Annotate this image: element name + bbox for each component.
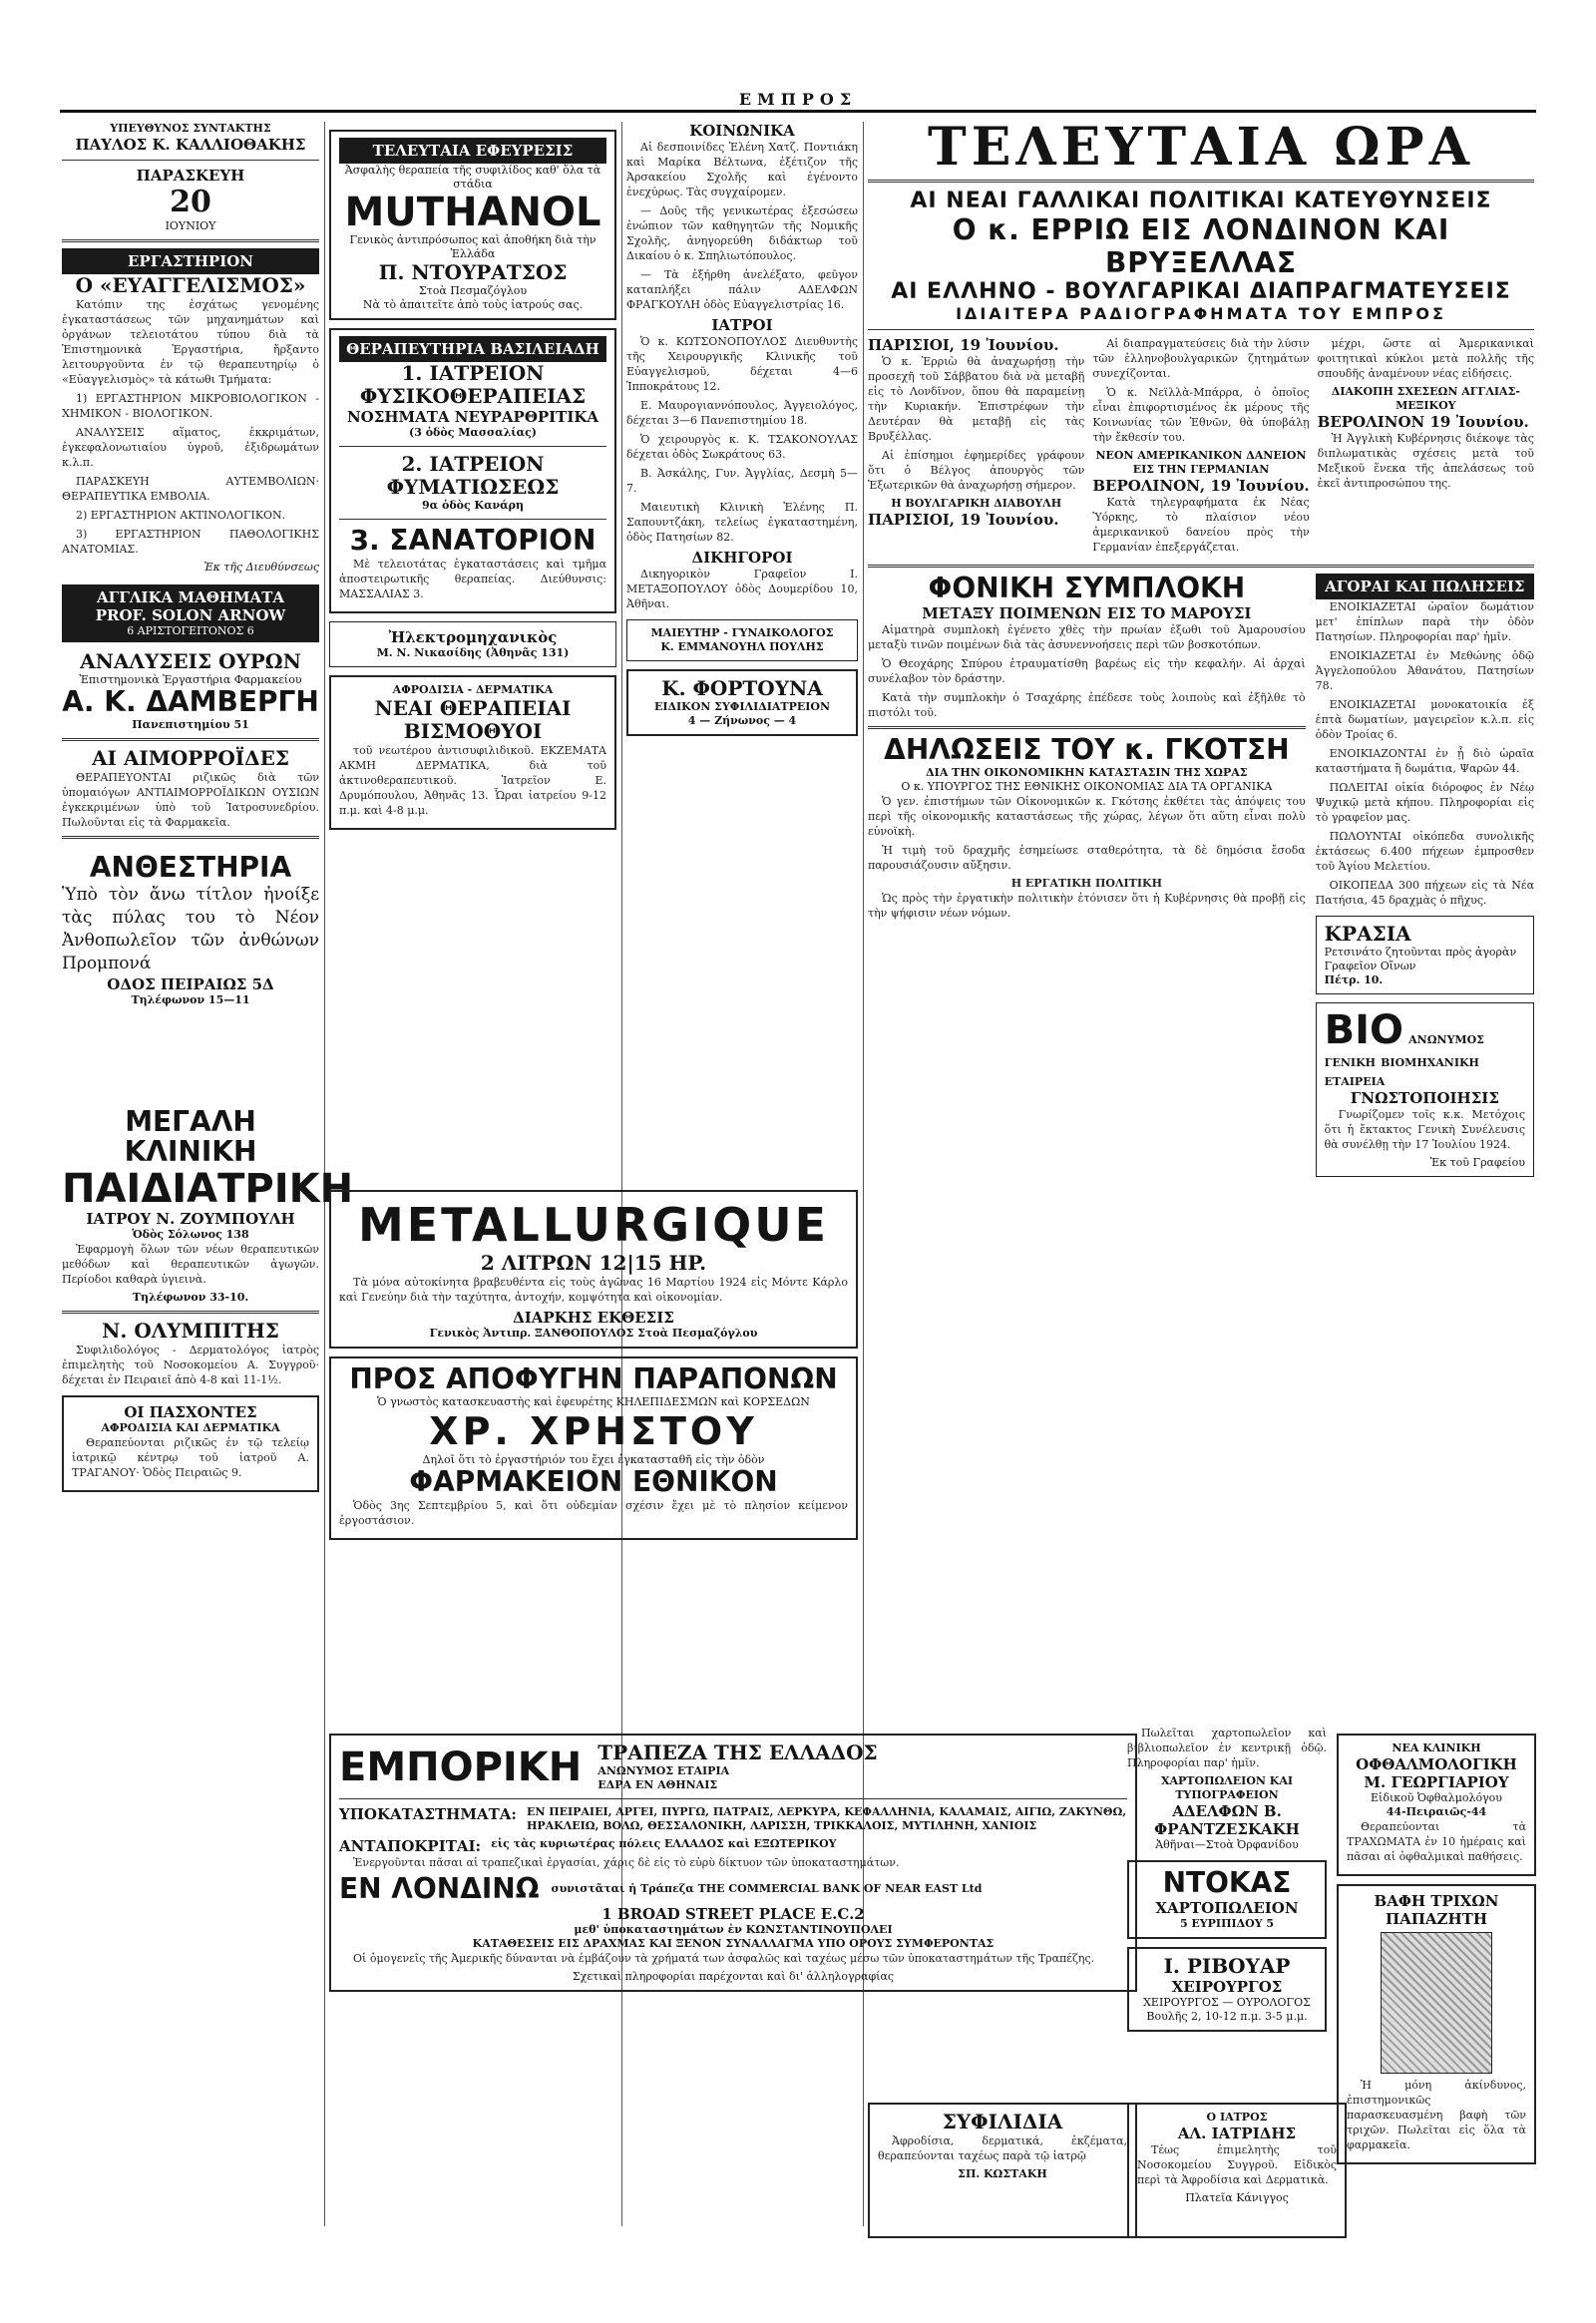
ntokas-ad bbox=[1127, 1860, 1327, 1939]
bio-ad bbox=[1316, 1002, 1534, 1177]
fight-sub: ΜΕΤΑΞΥ ΠΟΙΜΕΝΩΝ ΕΙΣ ΤΟ ΜΑΡΟΥΣΙ bbox=[922, 603, 1252, 622]
ads-sub: Ἀσφαλὴς θεραπεία τῆς συφιλίδος καθ' ὅλα τὰ στάδια bbox=[344, 164, 601, 191]
therapy-item: ΝΟΣΗΜΑΤΑ ΝΕΥΡΑΡΘΡΙΤΙΚΑ bbox=[346, 408, 599, 426]
obgyn-name: Κ. ΕΜΜΑΝΟΥΗΛ ΠΟΥΛΗΣ bbox=[660, 640, 824, 653]
branches-label: ΥΠΟΚΑΤΑΣΤΗΜΑΤΑ: bbox=[339, 1805, 517, 1823]
emporiki-sub3: ΕΔΡΑ ΕΝ ΑΘΗΝΑΙΣ bbox=[598, 1778, 718, 1791]
lab-item: 2) ΕΡΓΑΣΤΗΡΙΟΝ ΑΚΤΙΝΟΛΟΓΙΚΟΝ. bbox=[76, 509, 286, 522]
english-lessons-title: ΑΓΓΛΙΚΑ ΜΑΘΗΜΑΤΑ bbox=[96, 588, 284, 606]
woman-portrait-illustration bbox=[1381, 1932, 1492, 2074]
doctors-list bbox=[626, 334, 858, 545]
london-addr: 1 BROAD STREET PLACE E.C.2 bbox=[601, 1904, 865, 1923]
doctors-title: ΙΑΤΡΟΙ bbox=[711, 316, 773, 334]
market-item: ΠΩΛΕΙΤΑΙ οἰκία διόροφος ἐν Νέῳ Ψυχικῷ μετὰ κήπου. Πληροφορίαι εἰς τὸ γραφεῖον μας. bbox=[1315, 781, 1534, 824]
therapy-ad bbox=[329, 328, 616, 613]
lab-item: ΠΑΡΑΣΚΕΥΗ ΑΥΤΕΜΒΟΛΙΩΝ· ΘΕΡΑΠΕΥΤΙΚΑ ΕΜΒΟΛΙΑ. bbox=[62, 475, 319, 503]
dye-name: ΠΑΠΑΖΗΤΗ bbox=[1385, 1910, 1488, 1928]
christou: ΧΡ. ΧΡΗΣΤΟΥ bbox=[429, 1408, 758, 1453]
lab-name: Ο «ΕΥΑΓΓΕΛΙΣΜΟΣ» bbox=[75, 273, 306, 297]
iatros-name: ΑΛ. ΙΑΤΡΙΔΗΣ bbox=[1177, 2125, 1297, 2142]
sub3: ΑΙ ΕΛΛΗΝΟ - ΒΟΥΛΓΑΡΙΚΑΙ ΔΙΑΠΡΑΓΜΑΤΕΥΣΕΙΣ bbox=[891, 279, 1511, 304]
fight-text: Αἱματηρὰ συμπλοκὴ ἐγένετο χθὲς τὴν πρωίαν ἐξωθι τοῦ Ἀμαρουσίου μεταξὺ τινῶν ποιμένων διὰ τὰς ἀσυνεννοήσεις περὶ τῶν βοσκοτόπων. Ὁ Θεοχάρης Σπύρου ἐτραυματίσθη βαρέως εἰς τὴν κεφαλήν. Αἱ ἀρχαὶ συνέλαβον τὸν δράστην. Κατὰ τὴν συμπλοκὴν ὁ Τσαχάρης ἐπέδεσε τοὺς λοιποὺς καὶ ἐξῆλθε τὸ πιστόλι τοῦ. bbox=[868, 622, 1306, 719]
therapy-text: Μὲ τελειοτάτας ἐγκαταστάσεις καὶ τμῆμα ἀποστειρωτικῆς θεραπείας. Διεύθυνσις: ΜΑΣΣΑΛΙΑΣ 3. bbox=[339, 557, 606, 600]
urine-name: Α. Κ. ΔΑΜΒΕΡΓΗ bbox=[62, 685, 319, 718]
market-item: ΕΝΟΙΚΙΑΖΕΤΑΙ ἐν Μεθώνης ὁδῷ Ἀγγελοπούλου Ἀθανάτου, Πατησίων 78. bbox=[1315, 649, 1534, 692]
ntokas-sub: ΧΑΡΤΟΠΩΛΕΙΟΝ bbox=[1155, 1898, 1299, 1917]
eye-addr: 44-Πειραιῶς-44 bbox=[1386, 1805, 1487, 1818]
pharmacy: ΦΑΡΜΑΚΕΙΟΝ ΕΘΝΙΚΟΝ bbox=[409, 1464, 778, 1498]
urine-sub: Ἐπιστημονικὰ Ἐργαστήρια Φαρμακείου bbox=[79, 673, 302, 686]
hair-dye-ad bbox=[1337, 1884, 1536, 2164]
amer-head: ΝΕΟΝ ΑΜΕΡΙΚΑΝΙΚΟΝ ΔΑΝΕΙΟΝ ΕΙΣ ΤΗΝ ΓΕΡΜΑΝΙΑΝ bbox=[1095, 449, 1307, 476]
dispatch1b: Αἱ ἐπίσημοι ἐφημερίδες γράφουν ὅτι ὁ Βέλγος ἀπουργὸς τῶν Ἐξωτερικῶν θὰ ἀναχωρήσῃ σήμερον. bbox=[868, 449, 1085, 492]
market-item: ΟΙΚΟΠΕΔΑ 300 πήχεων εἰς τὰ Νέα Πατήσια, 45 δραχμὰς ὁ πῆχυς. bbox=[1315, 879, 1534, 907]
dye-text: Ἡ μόνη ἀκίνδυνος, ἐπιστημονικῶς παρασκευασμένη βαφὴ τῶν τριχῶν. Πωλεῖται εἰς ὅλα τὰ φαρμακεῖα. bbox=[1347, 2079, 1526, 2151]
muthanol-agent: Π. ΝΤΟΥΡΑΤΣΟΣ bbox=[378, 260, 568, 284]
masthead-rule bbox=[60, 110, 1536, 113]
muthanol-addr: Στοὰ Πεσμαζόγλου bbox=[418, 284, 528, 297]
sub2: Ο κ. ΕΡΡΙΩ ΕΙΣ ΛΟΝΔΙΝΟΝ ΚΑΙ ΒΡΥΞΕΛΛΑΣ bbox=[952, 213, 1450, 279]
metal-sub: 2 ΛΙΤΡΩΝ 12|15 HP. bbox=[480, 1251, 707, 1275]
paris2: ΠΑΡΙΣΙΟΙ, 19 Ἰουνίου. bbox=[868, 511, 1059, 529]
electric-title: Ἠλεκτρομηχανικὸς bbox=[388, 627, 558, 646]
director-label: ΥΠΕΥΘΥΝΟΣ ΣΥΝΤΑΚΤΗΣ bbox=[110, 122, 271, 135]
metal-agent: Γενικὸς Ἀντιπρ. ΞΑΝΘΟΠΟΥΛΟΣ Στοὰ Πεσμαζόγλου bbox=[429, 1327, 758, 1340]
prev-text: Ὁ γνωστὸς κατασκευαστὴς καὶ ἐφευρέτης ΚΗΛΕΠΙΔΕΣΜΩΝ καὶ ΚΟΡΣΕΔΩΝ bbox=[377, 1394, 810, 1408]
emporiki-sub1: ΤΡΑΠΕΖΑ ΤΗΣ ΕΛΛΑΔΟΣ bbox=[598, 1741, 878, 1764]
dye-title: ΒΑΦΗ ΤΡΙΧΩΝ bbox=[1374, 1892, 1499, 1910]
market-item: ΠΩΛΟΥΝΤΑΙ οἰκόπεδα συνολικῆς ἐκτάσεως 6.400 πήχεων ἐμπροσθεν τοῦ Ἁγίου Μελετίου. bbox=[1315, 830, 1534, 873]
lab-items bbox=[62, 391, 319, 557]
fortuna-addr: 4 — Ζήνωνος — 4 bbox=[687, 714, 797, 727]
eye-head: ΝΕΑ ΚΛΙΝΙΚΗ bbox=[1392, 1742, 1481, 1754]
surgeon-name: Ι. ΡΙΒΟΥΑΡ bbox=[1163, 1953, 1291, 1978]
director-name: ΠΑΥΛΟΣ Κ. ΚΑΛΛΙΟΘΑΚΗΣ bbox=[75, 136, 306, 154]
emporiki-sub2: ΑΝΩΝΥΜΟΣ ΕΤΑΙΡΙΑ bbox=[598, 1764, 730, 1777]
doctor-entry: Μαιευτικὴ Κλινικὴ Ἑλένης Π. Σαπουντζάκη, τελείως ἐγκαταστημένη, ὁδὸς Πατησίων 82. bbox=[626, 501, 858, 544]
obgyn: ΜΑΙΕΥΤΗΡ - ΓΥΝΑΙΚΟΛΟΓΟΣ bbox=[650, 626, 834, 639]
labor-head: Η ΕΡΓΑΤΙΚΗ ΠΟΛΙΤΙΚΗ bbox=[1010, 876, 1162, 890]
sufferers-text: Θεραπεύονται ριζικῶς ἐν τῷ τελείῳ ἰατρικῷ κέντρῳ τοῦ ἰατροῦ Α. ΤΡΑΓΑΝΟΥ· Ὁδὸς Πειραιῶς 9. bbox=[72, 1436, 309, 1480]
aphro-head: ΑΦΡΟΔΙΣΙΑ - ΔΕΡΜΑΤΙΚΑ bbox=[392, 682, 554, 696]
pharmacy-text: Ὁδὸς 3ης Σεπτεμβρίου 5, καὶ ὅτι οὐδεμίαν σχέσιν ἔχει μὲ τὸ πλησίον κείμενον ἐργοστάσιον. bbox=[339, 1498, 848, 1527]
aphro-ad bbox=[329, 675, 616, 830]
berlin1: ΒΕΡΟΛΙΝΟΝ, 19 Ἰουνίου. bbox=[1092, 477, 1310, 495]
dispatch1-head: ΠΑΡΙΣΙΟΙ, 19 Ἰουνίου. bbox=[868, 336, 1059, 354]
emporiki-text: Ἐνεργοῦνται πᾶσαι αἱ τραπεζικαὶ ἐργασίαι, χάρις δὲ εἰς τὸ εὐρὺ δίκτυον τῶν ὑποκαταστημάτων. bbox=[353, 1856, 900, 1869]
anth-text: Ὑπὸ τὸν ἄνω τίτλον ἠνοίξε τὰς πύλας του τὸ Νέον Ἀνθοπωλεῖον τῶν ἀνθώνων Προμπονά bbox=[62, 884, 319, 973]
paper-notice: Πωλεῖται χαρτοπωλεῖον καὶ βιβλιοπωλεῖον ἐν κεντρικῇ ὁδῷ. Πληροφορίαι παρ' ἡμῖν. bbox=[1127, 1727, 1327, 1769]
urine-addr: Πανεπιστημίου 51 bbox=[132, 717, 249, 731]
syph-text: Ἀφροδίσια, δερματικά, ἐκζέματα, θεραπεύονται ταχέως παρὰ τῷ ἰατρῷ bbox=[878, 2134, 1127, 2162]
metal: METALLURGIQUE bbox=[357, 1198, 830, 1252]
syph-title: ΣΥΦΙΛΙΔΙΑ bbox=[942, 2110, 1063, 2133]
anth-phone: Τηλέφωνον 15—11 bbox=[131, 992, 250, 1006]
electric-ad bbox=[329, 621, 616, 667]
olymp-title: Ν. ΟΛΥΜΠΙΤΗΣ bbox=[102, 1319, 279, 1344]
syph-name: ΣΠ. ΚΩΣΤΑΚΗ bbox=[958, 2167, 1047, 2180]
dispatch-col-3 bbox=[1318, 336, 1534, 559]
therapy-item: 1. ΙΑΤΡΕΙΟΝ ΦΥΣΙΚΟΘΕΡΑΠΕΙΑΣ bbox=[359, 361, 587, 408]
doctor-entry: Ὁ χειρουργὸς κ. Κ. ΤΣΑΚΟΝΟΥΛΑΣ δέχεται ὁδὸς Σωκράτους 63. bbox=[626, 433, 858, 461]
krasia: ΚΡΑΣΙΑ bbox=[1324, 922, 1411, 946]
deposits-text: Οἱ ὁμογενεῖς τῆς Ἀμερικῆς δύνανται νὰ ἐμβάζουν τὰ χρήματά των ἀσφαλῶς καὶ ταχέως μέσω τῶν ὑποκαταστημάτων τῆς Τραπέζης. bbox=[353, 1951, 1095, 1965]
iatros-text: Τέως ἐπιμελητὴς τοῦ Νοσοκομείου Συγγροῦ. Εἰδικὸς περὶ τὰ Ἀφροδίσια καὶ Δερματικὰ. bbox=[1137, 2143, 1337, 2186]
social-title: ΚΟΙΝΩΝΙΚΑ bbox=[689, 122, 795, 140]
print-addr: Ἀθῆναι—Στοὰ Ὀρφανίδου bbox=[1155, 1838, 1299, 1851]
sufferers-title: ΟΙ ΠΑΣΧΟΝΤΕΣ bbox=[124, 1403, 257, 1422]
london-text: συνιστᾶται ἡ Τράπεζα THE COMMERCIAL BANK OF NEAR EAST Ltd bbox=[551, 1882, 983, 1896]
lab-text: Κατόπιν της ἐσχάτως γενομένης ἐγκαταστάσεως τῶν μηχανημάτων καὶ ὀργάνων τελειοτάτου τύπου διὰ τὰ Ἐπιστημονικὰ Ἐργαστήρια, ἤρξαντο λειτουργοῦντα ἐν τῷ θεραπευτηρίῳ ὁ «Εὐαγγελισμὸς» τὰ κάτωθι Τμήματα: bbox=[62, 298, 319, 386]
metallurgique-ad bbox=[329, 1190, 858, 1349]
ads-title: ΤΕΛΕΥΤΑΙΑ ΕΦΕΥΡΕΣΙΣ bbox=[339, 138, 606, 164]
lab-item: ΑΝΑΛΥΣΕΙΣ αἵματος, ἐκκριμάτων, ἐγκεφαλονωτιαίου ὑγροῦ, ἐξιδρωμάτων κ.λ.π. bbox=[62, 426, 319, 469]
sub4: ΙΔΙΑΙΤΕΡΑ ΡΑΔΙΟΓΡΑΦΗΜΑΤΑ ΤΟΥ ΕΜΠΡΟΣ bbox=[956, 304, 1446, 323]
doctor-entry: Ὁ κ. ΚΩΤΣΟΝΟΠΟΥΛΟΣ Διευθυντὴς τῆς Χειρουργικῆς Κλινικῆς τοῦ Εὐαγγελισμοῦ, δέχεται 4—6 Ἱπποκράτους 12. bbox=[626, 335, 858, 393]
fortuna-sub: ΕΙΔΙΚΟΝ ΣΥΦΙΛΙΔΙΑΤΡΕΙΟΝ bbox=[653, 700, 831, 713]
fight-title: ΦΟΝΙΚΗ ΣΥΜΠΛΟΚΗ bbox=[928, 572, 1246, 604]
therapy-item: 9α ὁδὸς Κανάρη bbox=[422, 499, 524, 512]
market-item: ΕΝΟΙΚΙΑΖΕΤΑΙ μονοκατοικία ἐξ ἐπτὰ δωματίων, μαγειρεῖον κ.λ.π. εἰς ὁδὸν Τροίας 6. bbox=[1315, 698, 1534, 741]
lawyers-title: ΔΙΚΗΓΟΡΟΙ bbox=[691, 549, 793, 567]
clinic-phone: Τηλέφωνον 33-10. bbox=[132, 1291, 249, 1305]
krasia-addr: Πέτρ. 10. bbox=[1324, 973, 1384, 986]
muthanol-note: Νὰ τὸ ἀπαιτεῖτε ἀπὸ τοὺς ἰατρούς σας. bbox=[362, 298, 584, 311]
column-1 bbox=[62, 122, 354, 2226]
aphro-sub: ΝΕΑΙ ΘΕΡΑΠΕΙΑΙ bbox=[374, 695, 572, 720]
bio-notice: ΓΝΩΣΤΟΠΟΙΗΣΙΣ bbox=[1350, 1089, 1499, 1107]
dispatch5: Ἡ Ἀγγλικὴ Κυβέρνησις διέκοψε τὰς διπλωματικὰς σχέσεις μετὰ τοῦ Μεξικοῦ ἕνεκα τῆς ἀπελάσεως τοῦ ἐκεῖ ἀντιπροσώπου της. bbox=[1317, 432, 1534, 490]
doctor-entry: Ε. Μαυρογιαννόπουλος, Ἀγγειολόγος, δέχεται 3—6 Πανεπιστημίου 18. bbox=[626, 399, 858, 427]
electric-name: Μ. Ν. Νικασίδης (Ἀθηνᾶς 131) bbox=[376, 645, 570, 659]
branches: ΕΝ ΠΕΙΡΑΙΕΙ, ΑΡΓΕΙ, ΠΥΡΓΩ, ΠΑΤΡΑΙΣ, ΛΕΡΚΥΡΑ, ΚΕΦΑΛΛΗΝΙΑ, ΚΑΛΑΜΑΙΣ, ΑΙΓΙΩ, ΖΑΚΥΝΘΩ, ΗΡΑΚΛΕΙΩ, ΒΟΛΩ, ΘΕΣΣΑΛΟΝΙΚΗ, ΛΑΡΙΣΣΗ, ΤΡΙΚΚΑΛΟΙΣ, ΜΥΤΙΛΗΝΗ, ΧΑΝΙΟΙΣ bbox=[526, 1805, 1127, 1832]
dispatch-columns bbox=[868, 336, 1534, 559]
gkotsis-title: ΔΗΛΩΣΕΙΣ ΤΟΥ κ. ΓΚΟΤΣΗ bbox=[884, 732, 1290, 766]
month: ΙΟΥΝΙΟΥ bbox=[165, 219, 216, 232]
sufferers-sub: ΑΦΡΟΔΙΣΙΑ ΚΑΙ ΔΕΡΜΑΤΙΚΑ bbox=[101, 1421, 280, 1435]
eye-title: ΟΦΘΑΛΜΟΛΟΓΙΚΗ bbox=[1356, 1755, 1517, 1773]
clinic-big3: ΙΑΤΡΟΥ Ν. ΖΟΥΜΠΟΥΛΗ bbox=[86, 1210, 295, 1229]
gkotsis-sub2: Ο κ. ΥΠΟΥΡΓΟΣ ΤΗΣ ΕΘΝΙΚΗΣ ΟΙΚΟΝΟΜΙΑΣ ΔΙΑ ΤΑ ΟΡΓΑΝΙΚΑ bbox=[901, 779, 1273, 793]
krasia-ad bbox=[1316, 916, 1534, 994]
eye-text: Θεραπεύονται τὰ ΤΡΑΧΩΜΑΤΑ ἐν 10 ἡμέραις καὶ πᾶσαι αἱ ὀφθαλμικαὶ παθήσεις. bbox=[1347, 1820, 1526, 1863]
syphilis-ad bbox=[868, 2103, 1137, 2238]
london-addr2: μεθ' ὑποκαταστημάτων ἐν ΚΩΝΣΤΑΝΤΙΝΟΥΠΟΛΕΙ bbox=[574, 1922, 893, 1936]
dispatch1: Ὁ κ. Ἐρριὼ θὰ ἀναχωρήσῃ τὴν προσεχῆ τοῦ Σάββατου διὰ νὰ μεταβῇ εἰς τὸ Λονδῖνον, ὅπου θὰ παραμείνῃ τὴν Κυριακήν. Ἐπιστρέφων τὴν Δευτέραν θὰ μεταβῇ εἰς τὰς Βρυξέλλας. bbox=[868, 355, 1085, 443]
doctor-entry: Β. Ἀσκάλης, Γυν. Ἀγγλίας, Δεσμὴ 5—7. bbox=[626, 467, 858, 495]
ntokas: ΝΤΟΚΑΣ bbox=[1162, 1866, 1292, 1899]
sufferers-ad bbox=[62, 1395, 319, 1492]
therapy-title: ΘΕΡΑΠΕΥΤΗΡΙΑ ΒΑΣΙΛΕΙΑΔΗ bbox=[339, 336, 606, 362]
dispatch3: Κατὰ τηλεγραφήματα ἐκ Νέας Ὑόρκης, τὸ πλαίσιον νέου ἀμερικανικοῦ δανείου πρὸς τὴν Γερμανίαν ἐπεξεργάζεται. bbox=[1092, 496, 1310, 554]
market-item: ΕΝΟΙΚΙΑΖΟΝΤΑΙ ἐν ᾗ διὸ ὡραῖα καταστήματα ἢ δωμάτια, Ψαρῶν 44. bbox=[1315, 747, 1534, 775]
eye-clinic-ad bbox=[1337, 1734, 1536, 1876]
therapy-item: 3. ΣΑΝΑΤΟΡΙΟΝ bbox=[349, 524, 597, 557]
dispatch-col-2 bbox=[1092, 336, 1309, 559]
bio-sign: Ἐκ τοῦ Γραφείου bbox=[1429, 1156, 1525, 1169]
iatridis-ad bbox=[1127, 2103, 1347, 2238]
emporiki-ad bbox=[329, 1734, 1137, 1992]
lower-left bbox=[868, 574, 1306, 1185]
eye-sub: Εἰδικοῦ Ὀφθαλμολόγου bbox=[1371, 1791, 1502, 1804]
muthanol-text: Γενικὸς ἀντιπρόσωπος καὶ ἀποθήκη διὰ τὴν Ἑλλάδα bbox=[349, 233, 597, 260]
olymp-text: Συφιλιδολόγος - Δερματολόγος ἰατρὸς ἐπιμελητὴς τοῦ Νοσοκομείου Α. Συγγροῦ· δέχεται ἐν Πειραιεῖ ἀπὸ 4-8 καὶ 11-1½. bbox=[62, 1344, 319, 1387]
metal-footer: ΔΙΑΡΚΗΣ ΕΚΘΕΣΙΣ bbox=[513, 1309, 674, 1327]
market-item: ΕΝΟΙΚΙΑΖΕΤΑΙ ὡραῖον δωμάτιον μετ' ἐπίπλων παρὰ τὴν ὁδὸν Πατησίων. Πληροφορίαι παρ' ἡμῖν. bbox=[1315, 600, 1534, 643]
day: 20 bbox=[170, 185, 211, 219]
english-lessons-prof: PROF. SOLON ARNOW bbox=[95, 606, 286, 624]
iatros-label: Ο ΙΑΤΡΟΣ bbox=[1206, 2111, 1268, 2124]
banner: ΤΕΛΕΥΤΑΙΑ ΩΡΑ bbox=[928, 117, 1474, 178]
haemo-text: ΘΕΡΑΠΕΥΟΝΤΑΙ ριζικῶς διὰ τῶν ὑπομαιόγων ΑΝΤΙΑΙΜΟΡΡΟΪΔΙΚΩΝ ΟΥΣΙΩΝ ἐγκεκριμένων ὑπὸ τοῦ Ἰατροσυνεδρίου. Πωλοῦνται εἰς τὰ Φαρμακεῖα. bbox=[62, 770, 319, 829]
surgeon-addr: Βουλῆς 2, 10-12 π.μ. 3-5 μ.μ. bbox=[1146, 2009, 1308, 2023]
gkotsis-text: Ὁ γεν. ἐπιστήμων τῶν Οἰκονομικῶν κ. Γκότσης ἐκθέτει τὰς ἀπόψεις του περὶ τῆς οἰκονομικῆς καταστάσεως τῆς χώρας, λέγων ὅτι αὕτη εἶναι πολὺ εὐνοϊκὴ. Ἡ τιμὴ τοῦ δραχμῆς ἐσημείωσε σταθερότητα, τὰ δὲ δημόσια ἔσοδα παρουσιάζουσιν αὔξησιν. Η ΕΡΓΑΤΙΚΗ ΠΟΛΙΤΙΚΗ Ὡς πρὸς τὴν ἐργατικὴν πολιτικὴν ἐτόνισεν ὅτι ἡ Κυβέρνησις θὰ προβῇ εἰς τὴν ψήφισιν νέων νόμων. bbox=[868, 794, 1306, 920]
markets-list bbox=[1316, 599, 1534, 908]
aphro-text: τοῦ νεωτέρου ἀντισυφιλιδικοῦ. ΕΚΖΕΜΑΤΑ ΑΚΜΗ ΔΕΡΜΑΤΙΚΑ, διὰ τοῦ ἀκτινοθεραπευτικοῦ. Ἰατρεῖον Ε. Δρυμόπουλου, Ἀθηνᾶς 13. Ὧραι ἰατρείου 9-12 π.μ. καὶ 4-8 μ.μ. bbox=[339, 743, 606, 817]
clinic-big2: ΠΑΙΔΙΑΤΡΙΚΗ bbox=[62, 1166, 354, 1213]
lab-signed: Ἐκ τῆς Διευθύνσεως bbox=[203, 561, 319, 574]
sub1: ΑΙ ΝΕΑΙ ΓΑΛΛΙΚΑΙ ΠΟΛΙΤΙΚΑΙ ΚΑΤΕΥΘΥΝΣΕΙΣ bbox=[910, 189, 1492, 213]
surgeon-sub: ΧΕΙΡΟΥΡΓΟΣ — ΟΥΡΟΛΟΓΟΣ bbox=[1143, 1995, 1311, 2009]
wide-ads-block bbox=[329, 1182, 858, 1548]
emporiki: ΕΜΠΟΡΙΚΗ bbox=[339, 1743, 583, 1790]
dispatch-col-1 bbox=[868, 336, 1084, 559]
lab-title: ΕΡΓΑΣΤΗΡΙΟΝ bbox=[62, 248, 319, 274]
london: ΕΝ ΛΟΝΔΙΝΩ bbox=[339, 1872, 540, 1905]
christou-text: Δηλοῖ ὅτι τὸ ἐργαστήριόν του ἔχει ἐγκατασταθῆ εἰς τὴν ὁδὸν bbox=[422, 1452, 765, 1466]
weekday: ΠΑΡΑΣΚΕΥΗ bbox=[136, 167, 245, 185]
bio-text2: ΒΙΟΜΗΧΑΝΙΚΗ ΕΤΑΙΡΕΙΑ bbox=[1324, 1056, 1479, 1088]
clinic-big1: ΜΕΓΑΛΗ ΚΛΙΝΙΚΗ bbox=[124, 1104, 257, 1169]
fortuna-ad bbox=[626, 669, 858, 736]
dispatch4: μέχρι, ὥστε αἱ Ἀμερικανικαὶ φοιτητικαὶ κύκλοι μετὰ πολλῆς τῆς σπουδῆς ἀναμένουν νέας εἰδήσεις. bbox=[1317, 337, 1534, 380]
urine-title: ΑΝΑΛΥΣΕΙΣ ΟΥΡΩΝ bbox=[80, 649, 301, 673]
therapy-item: (3 ὁδὸς Μασσαλίας) bbox=[409, 426, 537, 439]
krasia-text: Ρετσινάτο ζητοῦνται πρὸς ἀγορὰν Γραφεῖον Οἴνων bbox=[1324, 946, 1517, 972]
gkotsis-sub: ΔΙΑ ΤΗΝ ΟΙΚΟΝΟΜΙΚΗΝ ΚΑΤΑΣΤΑΣΙΝ ΤΗΣ ΧΩΡΑΣ bbox=[926, 765, 1248, 779]
lab-item: 3) ΕΡΓΑΣΤΗΡΙΟΝ ΠΑΘΟΛΟΓΙΚΗΣ ΑΝΑΤΟΜΙΑΣ. bbox=[62, 528, 319, 556]
corresp-label: ΑΝΤΑΠΟΚΡΙΤΑΙ: bbox=[339, 1837, 482, 1855]
social-text: Αἱ δεσποινίδες Ἑλένη Χατζ. Ποντιάκη καὶ Μαρίκα Βέλτωνα, ἐξέτιζον τῆς Ἀρσακείου Σχολῆς καὶ ἐγένοντο ἐνεχύρως. Τὰς συγχαίρομεν. — Δοῦς τῆς γενικωτέρας ἐξεσώσεω ἐνώπιον τῶν καθηγητῶν τῆς Νομικῆς Σχολῆς, ἀνηγορεύθη διδάκτωρ τοῦ Δικαίου ὁ κ. Σπηλιωτόπουλος. — Τὰ ἐξήρθη ἀνελέξατο, φεῦγον καταπλήξει πάλιν ΑΔΕΛΦΩΝ ΦΡΑΓΚΟΥΛΗ ὁδὸς Εὐαγγελιστρίας 16. bbox=[626, 141, 858, 311]
ntokas-addr: 5 ΕΥΡΙΠΙΔΟΥ 5 bbox=[1179, 1916, 1275, 1930]
muthanol-ad bbox=[329, 130, 616, 320]
paper-name: ΕΜΠΡΟΣ bbox=[738, 90, 858, 109]
print-name: ΑΔΕΛΦΩΝ Β. ΦΡΑΝΤΖΕΣΚΑΚΗ bbox=[1154, 1802, 1300, 1838]
markets-title: ΑΓΟΡΑΙ ΚΑΙ ΠΩΛΗΣΕΙΣ bbox=[1316, 574, 1534, 599]
iatros-addr: Πλατεῖα Κάνιγγος bbox=[1185, 2191, 1289, 2204]
fortuna: Κ. ΦΟΡΤΟΥΝΑ bbox=[661, 676, 823, 700]
aphro-brand: ΒΙΣΜΟΘΥΟΙ bbox=[403, 718, 543, 743]
anth-addr: ΟΔΟΣ ΠΕΙΡΑΙΩΣ 5Δ bbox=[107, 974, 274, 993]
info-text: Σχετικαὶ πληροφορίαι παρέχονται καὶ δι' ἀλληλογραφίας bbox=[572, 1969, 895, 1983]
christou-ad bbox=[329, 1356, 858, 1540]
lab-item: 1) ΕΡΓΑΣΤΗΡΙΟΝ ΜΙΚΡΟΒΙΟΛΟΓΙΚΟΝ - ΧΗΜΙΚΟΝ - ΒΙΟΛΟΓΙΚΟΝ. bbox=[62, 392, 319, 420]
muthanol: MUTHANOL bbox=[344, 190, 601, 235]
berlin2: ΒΕΡΟΛΙΝΟΝ 19 Ἰουνίου. bbox=[1317, 413, 1529, 431]
surgeon-ad bbox=[1127, 1947, 1327, 2032]
surgeon-title: ΧΕΙΡΟΥΡΓΟΣ bbox=[1171, 1977, 1283, 1996]
english-lessons-addr: 6 ΑΡΙΣΤΟΓΕΙΤΟΝΟΣ 6 bbox=[127, 624, 254, 637]
lawyer-text: Δικηγορικὸν Γραφεῖον Ι. ΜΕΤΑΞΟΠΟΥΛΟΥ ὁδὸς Δουμερίδου 10, Ἀθῆναι. bbox=[626, 568, 858, 610]
right-ads-right bbox=[1337, 1726, 1536, 2172]
bulg-head: Η ΒΟΥΛΓΑΡΙΚΗ ΔΙΑΒΟΥΛΗ bbox=[891, 497, 1062, 510]
lower-split bbox=[868, 574, 1534, 1185]
clinic-addr: Ὁδὸς Σόλωνος 138 bbox=[132, 1228, 249, 1242]
therapy-item: 2. ΙΑΤΡΕΙΟΝ ΦΥΜΑΤΙΩΣΕΩΣ bbox=[386, 452, 560, 499]
mex-head: ΔΙΑΚΟΠΗ ΣΧΕΣΕΩΝ ΑΓΓΛΙΑΣ-ΜΕΞΙΚΟΥ bbox=[1331, 385, 1520, 412]
corresp: εἰς τὰς κυριωτέρας πόλεις ΕΛΛΑΔΟΣ καὶ ΕΞΩΤΕΡΙΚΟΥ bbox=[491, 1837, 837, 1850]
dispatch2b: Ὁ κ. Νεϊλλὰ-Μπάρρα, ὁ ὁποῖος εἶναι ἐπιφορτισμένος ἐκ μέρους τῆς Κοινωνίας τῶν Ἐθνῶν, θὰ ὑποβάλῃ τὴν ἔκθεσίν του. bbox=[1092, 386, 1310, 444]
print-title: ΧΑΡΤΟΠΩΛΕΙΟΝ ΚΑΙ ΤΥΠΟΓΡΑΦΕΙΟΝ bbox=[1160, 1774, 1294, 1801]
metal-text: Τὰ μόνα αὐτοκίνητα βραβευθέντα εἰς τοὺς ἀγῶνας 16 Μαρτίου 1924 εἰς Μόντε Κάρλο καὶ Γενεύην διὰ τὴν ταχύτητα, ἀντοχήν, κομψότητα καὶ οἰκονομίαν. bbox=[339, 1276, 848, 1304]
bio-body: Γνωρίζομεν τοῖς κ.κ. Μετόχοις ὅτι ἡ ἔκτακτος Γενικὴ Συνέλευσις θὰ συνέλθῃ τὴν 17 Ἰουλίου 1924. bbox=[1324, 1108, 1525, 1151]
prev-title: ΠΡΟΣ ΑΠΟΦΥΓΗΝ ΠΑΡΑΠΟΝΩΝ bbox=[349, 1362, 838, 1395]
english-lessons-ad bbox=[62, 584, 319, 642]
deposits: ΚΑΤΑΘΕΣΕΙΣ ΕΙΣ ΔΡΑΧΜΑΣ ΚΑΙ ΞΕΝΟΝ ΣΥΝΑΛΛΑΓΜΑ ΥΠΟ ΟΡΟΥΣ ΣΥΜΦΕΡΟΝΤΑΣ bbox=[472, 1936, 995, 1950]
bio-text1: ΑΝΩΝΥΜΟΣ ΓΕΝΙΚΗ bbox=[1324, 1033, 1484, 1069]
lower-right bbox=[1316, 574, 1534, 1185]
haemo-title: ΑΙ ΑΙΜΟΡΡΟΪΔΕΣ bbox=[91, 745, 290, 770]
obgyn-ad bbox=[626, 619, 858, 661]
bio-big: ΒΙΟ bbox=[1324, 1007, 1404, 1053]
clinic-text: Ἐφαρμογὴ ὅλων τῶν νέων θεραπευτικῶν μεθόδων καὶ θεραπευτικῶν ἀγωγῶν. Περίοδοι καθαρὰ ὑγιεινὰ. bbox=[62, 1243, 319, 1287]
anth-title: ΑΝΘΕΣΤΗΡΙΑ bbox=[89, 850, 292, 884]
eye-name: Μ. ΓΕΩΡΓΙΑΡΙΟΥ bbox=[1364, 1773, 1509, 1791]
dispatch2: Αἱ διαπραγματεύσεις διὰ τὴν λύσιν τῶν ἑλληνοβουλγαρικῶν ζητημάτων συνεχίζονται. bbox=[1092, 337, 1310, 380]
